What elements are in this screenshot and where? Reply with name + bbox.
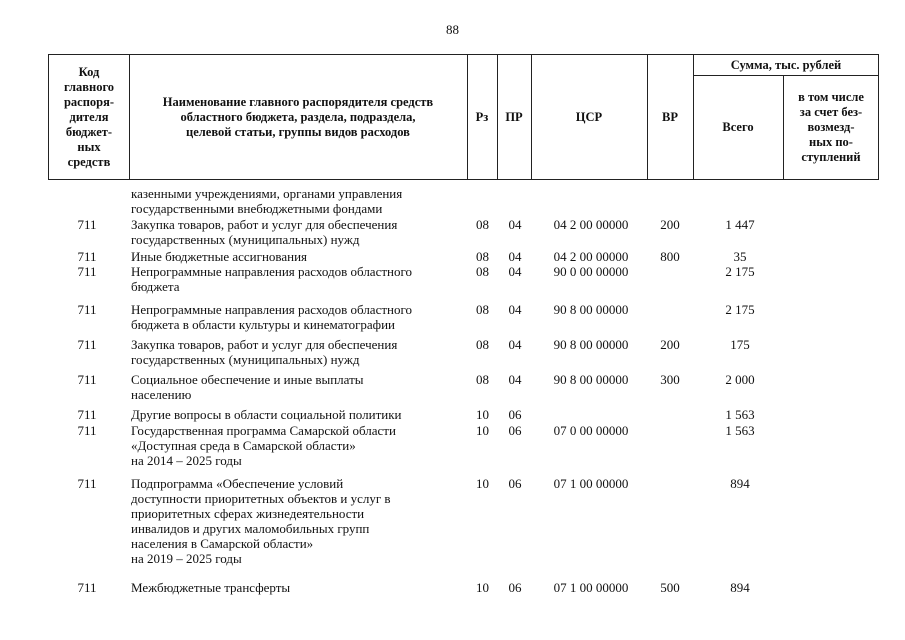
row-rz: 08 (476, 264, 489, 279)
row-total: 175 (730, 337, 750, 352)
row-rz: 08 (476, 302, 489, 317)
row-code: 711 (77, 302, 97, 317)
row-csr: 90 8 00 00000 (553, 337, 629, 352)
row-name: Иные бюджетные ассигнования (131, 249, 308, 264)
row-pr: 04 (508, 249, 522, 264)
row-name: Непрограммные направления расходов областного бюджета (131, 264, 412, 294)
header-incl: в том числе за счет без- возмезд- ных по- ступлений (798, 89, 864, 164)
row-csr: 90 0 00 00000 (553, 264, 629, 279)
row-code: 711 (77, 337, 97, 352)
row-rz: 10 (476, 580, 489, 595)
row-total: 1 563 (725, 423, 755, 438)
header-pr: ПР (505, 109, 523, 124)
row-pr: 06 (508, 407, 522, 422)
row-name: Социальное обеспечение и иные выплаты населению (131, 372, 364, 402)
row-csr: 04 2 00 00000 (553, 249, 629, 264)
row-csr: 07 1 00 00000 (553, 580, 629, 595)
row-csr: 04 2 00 00000 (553, 217, 629, 232)
row-total: 1 563 (725, 407, 755, 422)
row-pr: 04 (508, 264, 522, 279)
row-name: Непрограммные направления расходов областного бюджета в области культуры и кинематографии (131, 302, 412, 332)
row-code: 711 (77, 476, 97, 491)
row-rz: 10 (476, 407, 489, 422)
row-name: Закупка товаров, работ и услуг для обеспечения государственных (муниципальных) нужд (131, 337, 398, 367)
row-vr: 800 (660, 249, 680, 264)
row-pr: 04 (508, 372, 522, 387)
row-csr: 90 8 00 00000 (553, 372, 629, 387)
row-total: 2 175 (725, 264, 755, 279)
table-header (48, 54, 879, 180)
row-code: 711 (77, 217, 97, 232)
row-pr: 04 (508, 302, 522, 317)
row-rz: 08 (476, 217, 489, 232)
row-code: 711 (77, 580, 97, 595)
header-code: Код главного распоря- дителя бюджет- ных средств (63, 64, 115, 169)
header-csr: ЦСР (575, 109, 603, 124)
row-vr: 300 (660, 372, 680, 387)
row-name: казенными учреждениями, органами управления государственными внебюджетными фондами (131, 186, 403, 216)
row-total: 1 447 (725, 217, 755, 232)
row-code: 711 (77, 372, 97, 387)
row-total: 2 000 (725, 372, 755, 387)
header-total: Всего (722, 119, 754, 134)
header-name: Наименование главного распорядителя средств областного бюджета, раздела, подраздела, целевой статьи, группы видов расходов (162, 94, 434, 139)
row-pr: 04 (508, 217, 522, 232)
header-rz: Рз (475, 109, 489, 124)
page-number: 88 (446, 22, 459, 37)
row-code: 711 (77, 423, 97, 438)
row-total: 894 (730, 476, 750, 491)
row-total: 35 (733, 249, 747, 264)
row-vr: 200 (660, 337, 680, 352)
row-rz: 08 (476, 372, 489, 387)
row-rz: 08 (476, 249, 489, 264)
row-name: Межбюджетные трансферты (131, 580, 291, 595)
row-code: 711 (77, 407, 97, 422)
row-name: Другие вопросы в области социальной политики (131, 407, 402, 422)
row-rz: 10 (476, 476, 489, 491)
row-name: Подпрограмма «Обеспечение условий доступности приоритетных объектов и услуг в приоритетных сферах жизнедеятельности инвалидов и других маломобильных групп населения в Самарской области» на 2019 – 2025 годы (131, 476, 391, 566)
row-pr: 04 (508, 337, 522, 352)
row-rz: 10 (476, 423, 489, 438)
row-pr: 06 (508, 580, 522, 595)
row-vr: 200 (660, 217, 680, 232)
row-rz: 08 (476, 337, 489, 352)
row-code: 711 (77, 264, 97, 279)
row-name: Государственная программа Самарской области «Доступная среда в Самарской области» на 2014 – 2025 годы (131, 423, 396, 468)
row-total: 894 (730, 580, 750, 595)
row-csr: 07 1 00 00000 (553, 476, 629, 491)
row-pr: 06 (508, 476, 522, 491)
row-pr: 06 (508, 423, 522, 438)
row-name: Закупка товаров, работ и услуг для обеспечения государственных (муниципальных) нужд (131, 217, 398, 247)
header-vr: ВР (662, 109, 678, 124)
row-vr: 500 (660, 580, 680, 595)
row-csr: 07 0 00 00000 (553, 423, 629, 438)
header-sum: Сумма, тыс. рублей (730, 57, 842, 72)
row-csr: 90 8 00 00000 (553, 302, 629, 317)
row-code: 711 (77, 249, 97, 264)
row-total: 2 175 (725, 302, 755, 317)
